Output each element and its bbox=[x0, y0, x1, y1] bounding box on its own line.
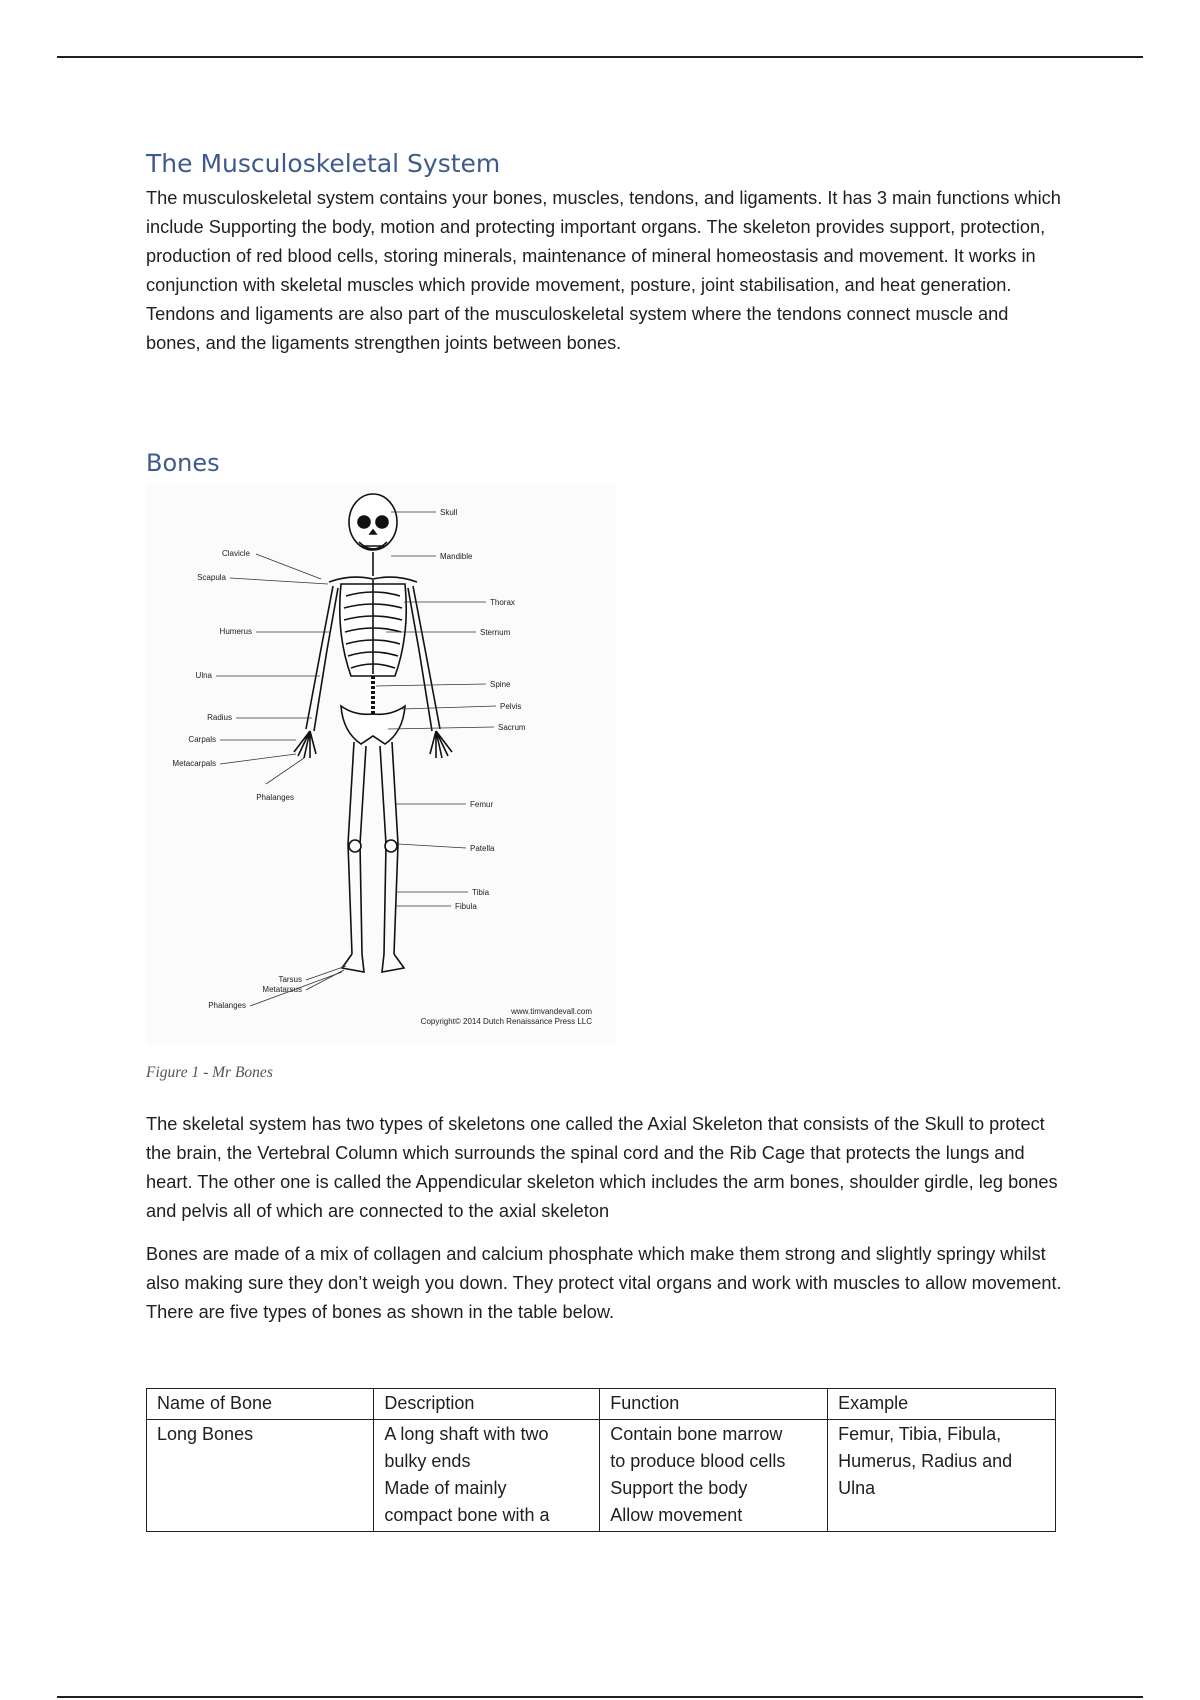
description-line: A long shaft with two bbox=[384, 1424, 549, 1444]
label-radius: Radius bbox=[207, 713, 232, 722]
label-phalanges-foot: Phalanges bbox=[208, 1001, 246, 1010]
description-line: compact bone with a bbox=[384, 1505, 550, 1525]
label-mandible: Mandible bbox=[440, 552, 473, 561]
label-ulna: Ulna bbox=[195, 671, 212, 680]
figure-credit-copyright: Copyright© 2014 Dutch Renaissance Press LLC bbox=[420, 1017, 592, 1026]
page-title: The Musculoskeletal System bbox=[146, 149, 501, 178]
page-top-rule bbox=[57, 56, 1143, 58]
label-skull: Skull bbox=[440, 508, 458, 517]
header-description: Description bbox=[374, 1389, 600, 1420]
label-metacarpals: Metacarpals bbox=[172, 759, 216, 768]
header-example: Example bbox=[828, 1389, 1056, 1420]
cell-description bbox=[374, 1420, 600, 1532]
header-function: Function bbox=[600, 1389, 828, 1420]
page-bottom-rule bbox=[57, 1696, 1143, 1698]
label-tibia: Tibia bbox=[472, 888, 490, 897]
description-line: bulky ends bbox=[384, 1451, 471, 1471]
label-humerus: Humerus bbox=[219, 627, 252, 636]
cell-example bbox=[828, 1420, 1056, 1532]
skeleton-types-paragraph: The skeletal system has two types of skeletons one called the Axial Skeleton that consists of the Skull to protect the brain, the Vertebral Column which surrounds the spinal cord and the Rib Cage that protects the lungs and heart. The other one is called the Appendicular skeleton which includes the arm bones, shoulder girdle, leg bones and pelvis all of which are connected to the axial skeleton bbox=[146, 1114, 1058, 1221]
function-line: Support the body bbox=[610, 1478, 748, 1498]
intro-paragraph: The musculoskeletal system contains your bones, muscles, tendons, and ligaments. It has 3 main functions which include Supporting the body, motion and protecting important organs. The skeleton provides support, protection, production of red blood cells, storing minerals, maintenance of mineral homeostasis and movement. It works in conjunction with skeletal muscles which provide movement, posture, joint stabilisation, and heat generation. Tendons and ligaments are also part of the musculoskeletal system where the tendons connect muscle and bones, and the ligaments strengthen joints between bones. bbox=[146, 188, 1061, 353]
description-line: Made of mainly bbox=[384, 1478, 507, 1498]
example-line: Femur, Tibia, Fibula, bbox=[838, 1424, 1002, 1444]
label-scapula: Scapula bbox=[197, 573, 226, 582]
figure-caption: Figure 1 - Mr Bones bbox=[146, 1064, 273, 1081]
label-thorax: Thorax bbox=[490, 598, 515, 607]
example-line: Ulna bbox=[838, 1478, 876, 1498]
header-name-of-bone: Name of Bone bbox=[147, 1389, 374, 1420]
label-sacrum: Sacrum bbox=[498, 723, 526, 732]
bone-types-table bbox=[146, 1388, 1056, 1532]
bone-composition-paragraph: Bones are made of a mix of collagen and calcium phosphate which make them strong and slightly springy whilst also making sure they don’t weigh you down. They protect vital organs and work with muscles to allow movement. There are five types of bones as shown in the table below. bbox=[146, 1244, 1062, 1322]
label-tarsus: Tarsus bbox=[278, 975, 302, 984]
label-patella: Patella bbox=[470, 844, 495, 853]
label-clavicle: Clavicle bbox=[221, 549, 250, 558]
label-carpals: Carpals bbox=[188, 735, 216, 744]
function-line: Contain bone marrow bbox=[610, 1424, 783, 1444]
label-phalanges-hand: Phalanges bbox=[256, 793, 294, 802]
figure-credit-url: www.timvandevall.com bbox=[511, 1007, 592, 1016]
table-row bbox=[147, 1420, 1056, 1532]
label-fibula: Fibula bbox=[455, 902, 477, 911]
skeleton-figure bbox=[146, 484, 616, 1044]
label-metatarsus: Metatarsus bbox=[262, 985, 302, 994]
example-line: Humerus, Radius and bbox=[838, 1451, 1013, 1471]
label-sternum: Sternum bbox=[480, 628, 511, 637]
function-line: Allow movement bbox=[610, 1505, 743, 1525]
document-body bbox=[146, 146, 1066, 1525]
cell-bone-name: Long Bones bbox=[147, 1420, 374, 1532]
bones-heading: Bones bbox=[146, 449, 220, 477]
label-femur: Femur bbox=[470, 800, 494, 809]
cell-function bbox=[600, 1420, 828, 1532]
label-pelvis: Pelvis bbox=[500, 702, 522, 711]
skeleton-diagram bbox=[146, 484, 616, 1044]
table-header-row bbox=[147, 1389, 1056, 1420]
function-line: to produce blood cells bbox=[610, 1451, 786, 1471]
label-spine: Spine bbox=[490, 680, 511, 689]
